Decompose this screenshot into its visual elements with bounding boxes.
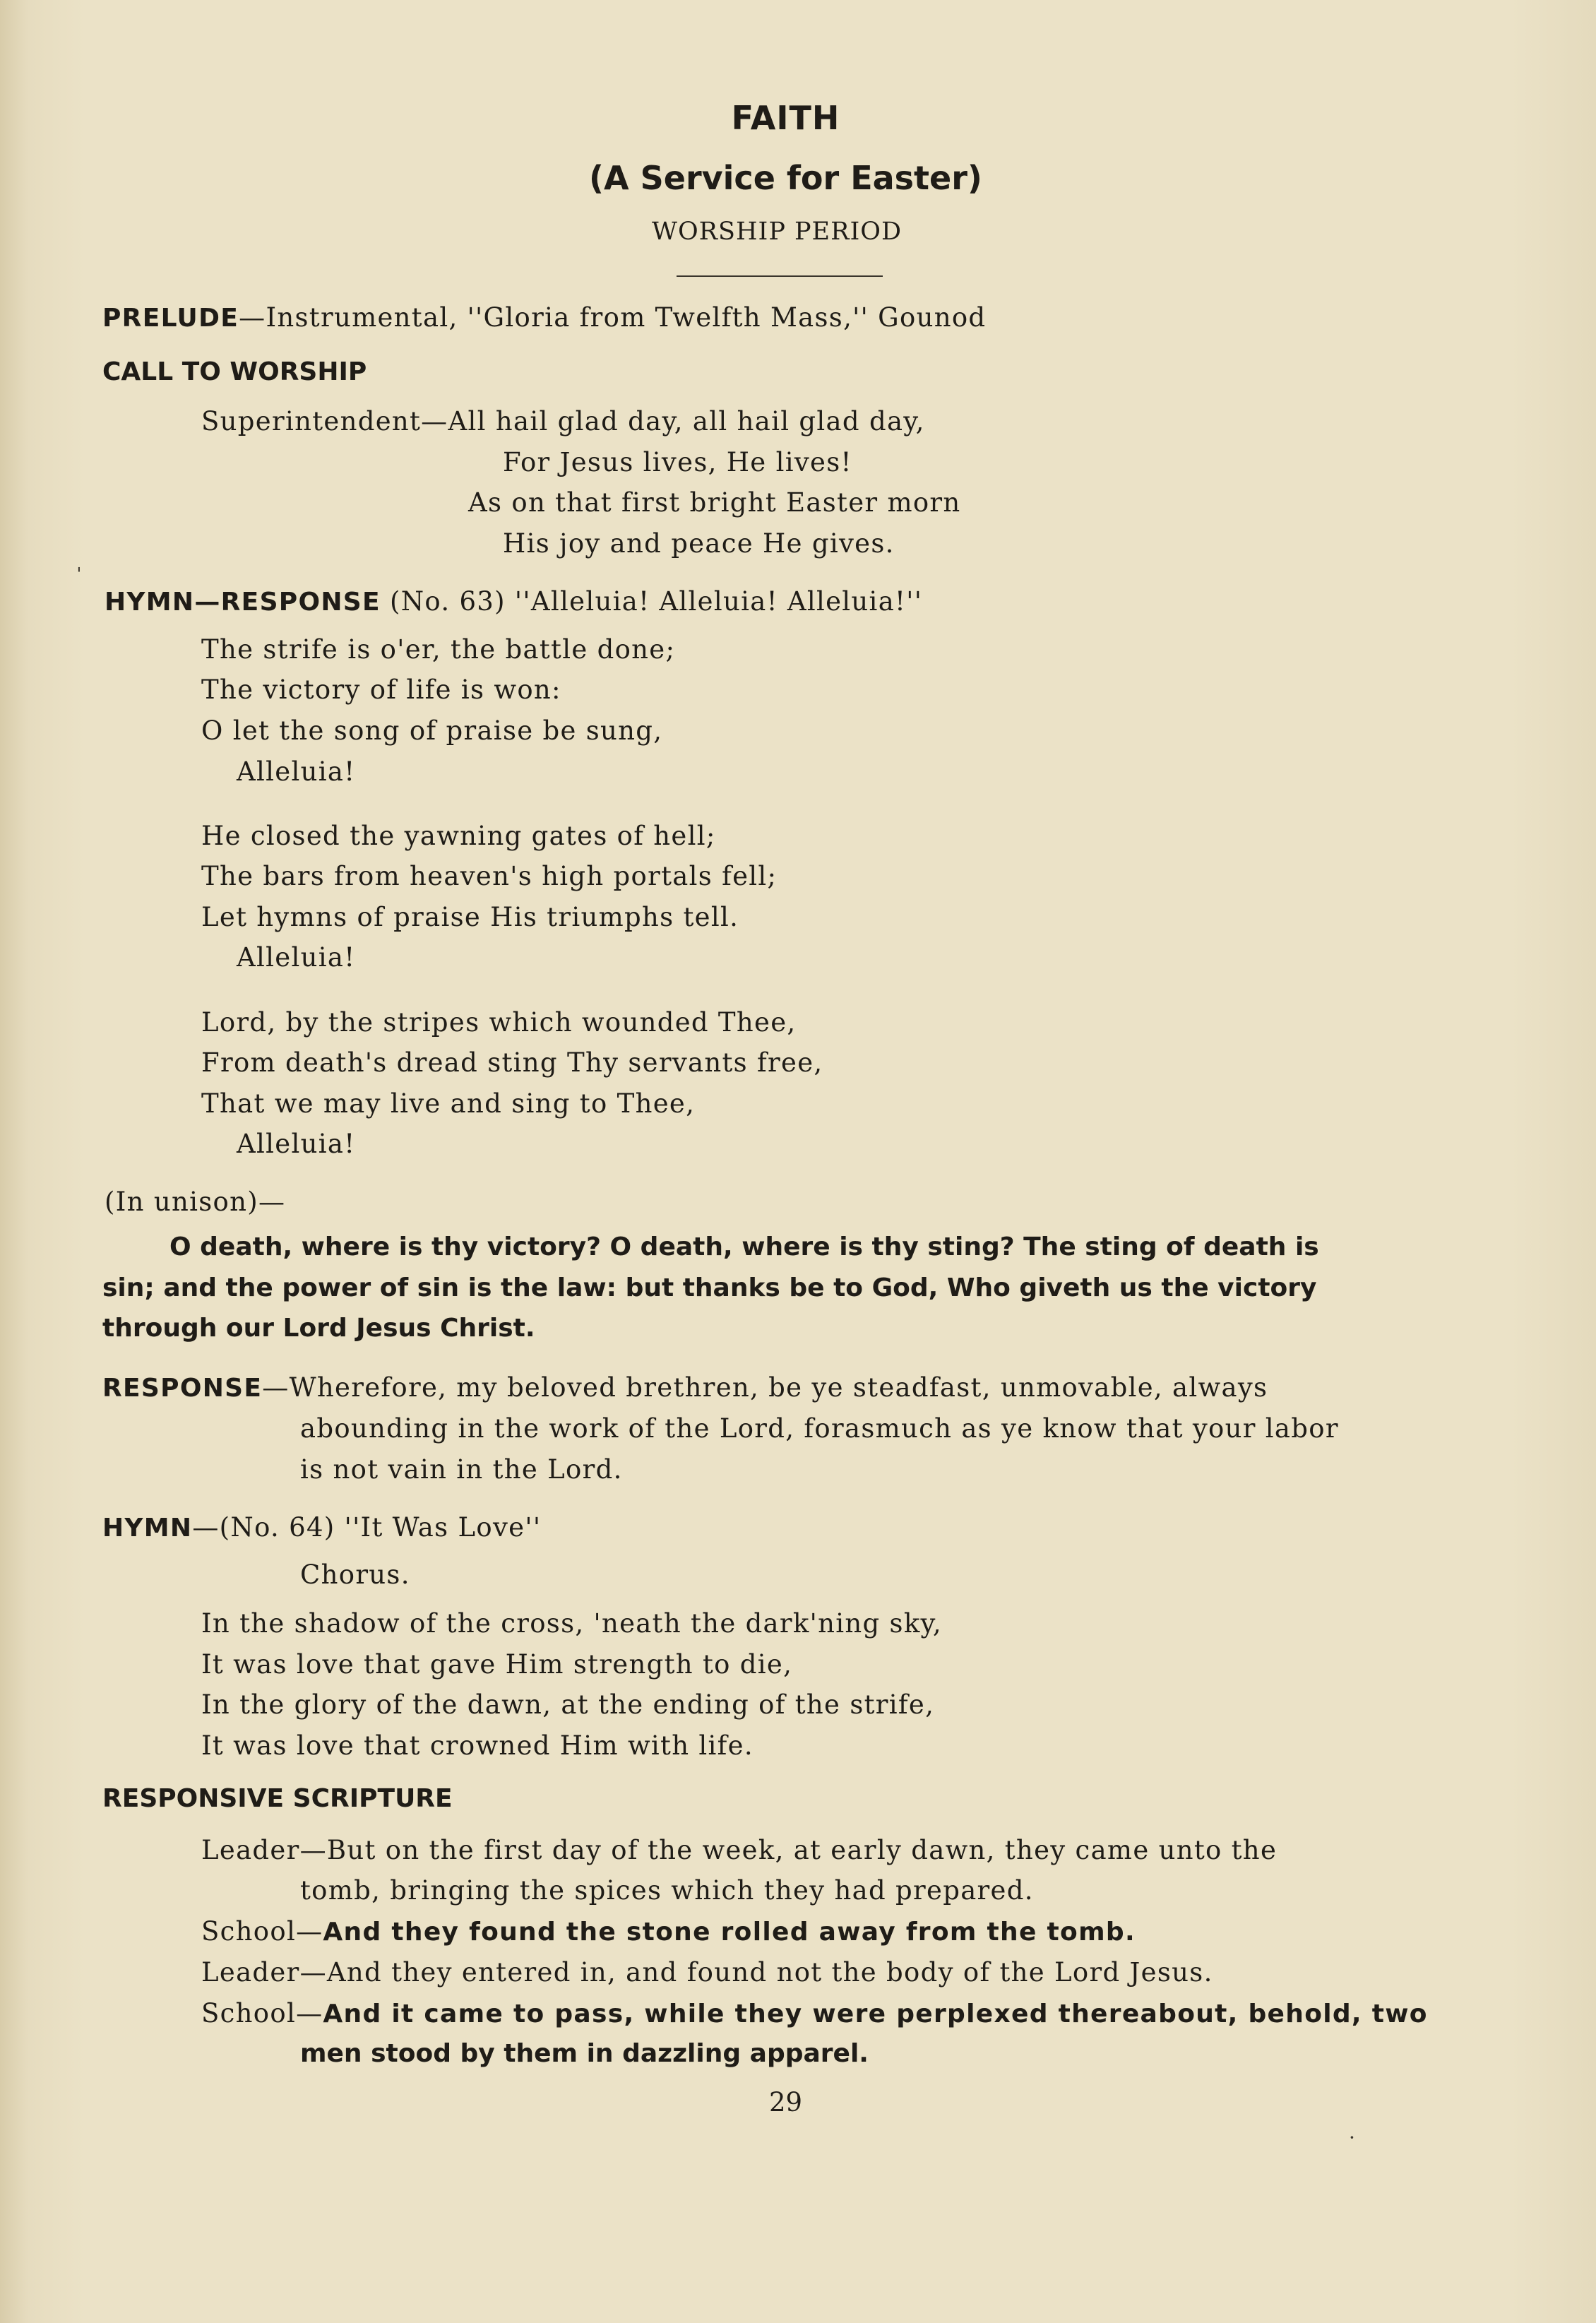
response-line-1	[102, 1372, 1268, 1403]
scripture-leader-1a: Leader—But on the first day of the week, at early dawn, they came unto the	[201, 1835, 1278, 1865]
call-line-1: Superintendent—All hail glad day, all hail glad day,	[201, 406, 925, 436]
response-line-3: is not vain in the Lord.	[300, 1454, 623, 1485]
section-label: WORSHIP PERIOD	[651, 218, 903, 246]
response-text: —Wherefore, my beloved brethren, be ye steadfast, unmovable, always	[262, 1372, 1268, 1403]
stanza3-line-4: Alleluia!	[237, 1129, 356, 1159]
unison-label: (In unison)—	[105, 1187, 286, 1217]
scripture-leader-2: Leader—And they entered in, and found not the body of the Lord Jesus.	[201, 1957, 1213, 1988]
school-label: School—	[201, 1916, 323, 1947]
prelude-line	[102, 302, 986, 333]
unison-line-2: sin; and the power of sin is the law: but thanks be to God, Who giveth us the victory	[102, 1273, 1317, 1302]
stanza1-line-2: The victory of life is won:	[201, 675, 561, 705]
hymn-64-line	[102, 1512, 541, 1543]
chorus-line-3: In the glory of the dawn, at the ending of the strife,	[201, 1689, 935, 1720]
page-subtitle: (A Service for Easter)	[589, 159, 982, 197]
stanza1-line-1: The strife is o'er, the battle done;	[201, 634, 676, 665]
hymn-response-text: (No. 63) ''Alleluia! Alleluia! Alleluia!''	[380, 586, 923, 617]
scripture-school-1	[201, 1916, 1136, 1947]
scripture-school-2	[201, 1998, 1428, 2028]
responsive-scripture-heading: RESPONSIVE SCRIPTURE	[102, 1784, 453, 1813]
response-heading: RESPONSE	[102, 1374, 263, 1403]
chorus-line-1: In the shadow of the cross, 'neath the dark'ning sky,	[201, 1608, 942, 1639]
stanza1-line-3: O let the song of praise be sung,	[201, 715, 663, 746]
school-label: School—	[201, 1998, 323, 2028]
divider-rule	[677, 275, 883, 277]
stanza3-line-1: Lord, by the stripes which wounded Thee,	[201, 1007, 797, 1038]
call-line-2: For Jesus lives, He lives!	[503, 447, 852, 477]
scan-speck: ·	[1349, 2126, 1355, 2149]
hymn-response-heading: HYMN—RESPONSE	[105, 588, 381, 617]
call-line-3: As on that first bright Easter morn	[468, 487, 961, 518]
chorus-line-2: It was love that gave Him strength to die,	[201, 1649, 793, 1680]
scan-speck: ˌ	[76, 551, 82, 574]
hymn-64-text: —(No. 64) ''It Was Love''	[192, 1512, 542, 1543]
hymn-response-line	[105, 586, 922, 617]
prelude-heading: PRELUDE	[102, 304, 239, 333]
school-response-1: And they found the stone rolled away from the tomb.	[323, 1918, 1136, 1947]
stanza3-line-2: From death's dread sting Thy servants free,	[201, 1047, 823, 1078]
chorus-line-4: It was love that crowned Him with life.	[201, 1730, 754, 1761]
hymn-heading: HYMN	[102, 1514, 193, 1543]
call-line-4: His joy and peace He gives.	[503, 528, 895, 559]
scripture-leader-1b: tomb, bringing the spices which they had prepared.	[300, 1875, 1034, 1906]
stanza2-line-4: Alleluia!	[237, 942, 356, 973]
unison-line-1: O death, where is thy victory? O death, where is thy sting? The sting of death is	[169, 1232, 1319, 1261]
page-title: FAITH	[731, 99, 840, 137]
school-response-2b: men stood by them in dazzling apparel.	[300, 2039, 869, 2068]
unison-line-3: through our Lord Jesus Christ.	[102, 1314, 535, 1343]
chorus-label: Chorus.	[300, 1559, 410, 1590]
stanza2-line-1: He closed the yawning gates of hell;	[201, 821, 716, 851]
response-line-2: abounding in the work of the Lord, forasmuch as ye know that your labor	[300, 1413, 1339, 1444]
stanza1-line-4: Alleluia!	[237, 756, 356, 787]
stanza2-line-2: The bars from heaven's high portals fell;	[201, 861, 778, 891]
prelude-text: —Instrumental, ''Gloria from Twelfth Mass,'' Gounod	[239, 302, 987, 333]
school-response-2a: And it came to pass, while they were perplexed thereabout, behold, two	[323, 2000, 1428, 2028]
call-to-worship-heading: CALL TO WORSHIP	[102, 357, 367, 386]
stanza2-line-3: Let hymns of praise His triumphs tell.	[201, 902, 739, 932]
page-number: 29	[768, 2087, 803, 2117]
stanza3-line-3: That we may live and sing to Thee,	[201, 1088, 696, 1119]
